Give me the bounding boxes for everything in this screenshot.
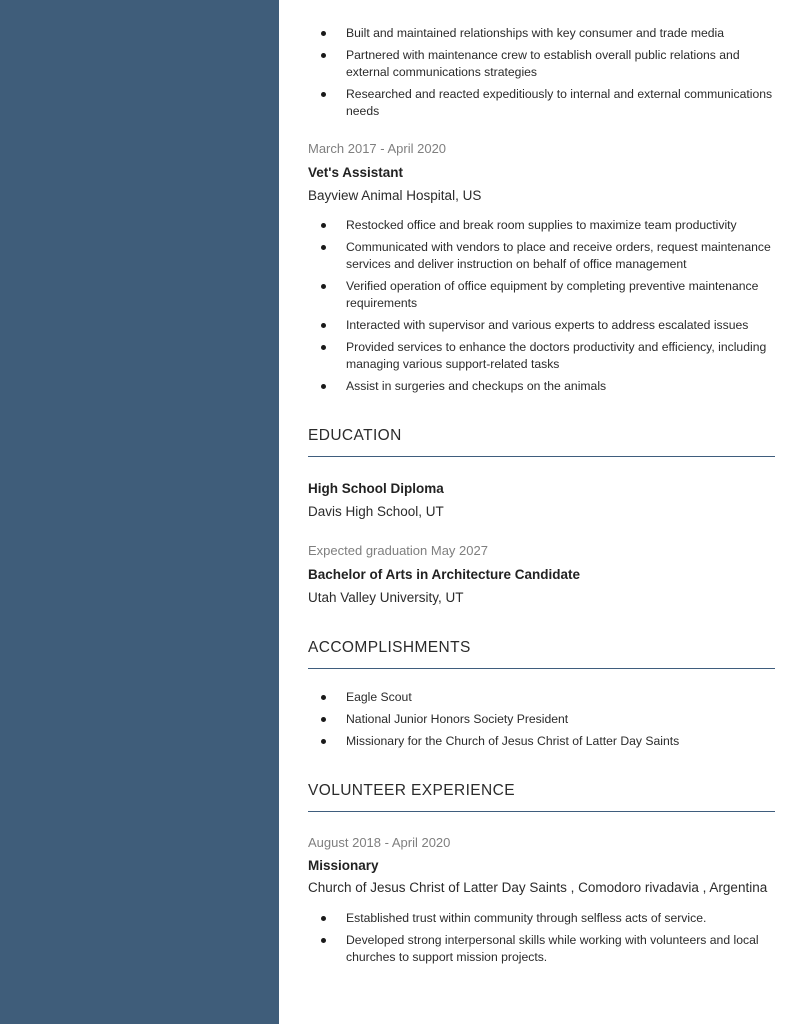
volunteer-title: Missionary xyxy=(308,858,379,873)
sidebar-panel xyxy=(0,0,279,1024)
job-bullets-vet-assistant xyxy=(308,217,775,395)
experience-bullets-top xyxy=(308,25,775,120)
job-dates: March 2017 - April 2020 xyxy=(308,141,447,156)
list-item: Provided services to enhance the doctors productivity and efficiency, including managing various support-related tasks xyxy=(308,339,775,373)
section-divider xyxy=(308,668,775,669)
education-school: Utah Valley University, UT xyxy=(308,590,464,605)
list-item: National Junior Honors Society President xyxy=(308,711,775,728)
list-item: Established trust within community through selfless acts of service. xyxy=(308,910,775,927)
volunteer-bullets xyxy=(308,910,775,966)
list-item: Missionary for the Church of Jesus Christ of Latter Day Saints xyxy=(308,733,775,750)
list-item: Developed strong interpersonal skills while working with volunteers and local churches to support mission projects. xyxy=(308,932,775,966)
volunteer-entry xyxy=(308,834,775,897)
job-organization: Bayview Animal Hospital, US xyxy=(308,188,482,203)
job-title: Vet's Assistant xyxy=(308,165,404,180)
accomplishments-list xyxy=(308,689,775,750)
education-degree: Bachelor of Arts in Architecture Candidate xyxy=(308,567,581,582)
list-item: Partnered with maintenance crew to establish overall public relations and external communications strategies xyxy=(308,47,775,81)
education-date: Expected graduation May 2027 xyxy=(308,543,488,558)
list-item: Researched and reacted expeditiously to internal and external communications needs xyxy=(308,86,775,120)
volunteer-organization: Church of Jesus Christ of Latter Day Saints , Comodoro rivadavia , Argentina xyxy=(308,880,768,895)
volunteer-dates: August 2018 - April 2020 xyxy=(308,835,451,850)
list-item: Verified operation of office equipment by completing preventive maintenance requirements xyxy=(308,278,775,312)
section-divider xyxy=(308,811,775,812)
list-item: Restocked office and break room supplies to maximize team productivity xyxy=(308,217,775,234)
list-item: Eagle Scout xyxy=(308,689,775,706)
education-school: Davis High School, UT xyxy=(308,504,444,519)
list-item: Interacted with supervisor and various experts to address escalated issues xyxy=(308,317,775,334)
list-item: Built and maintained relationships with key consumer and trade media xyxy=(308,25,775,42)
list-item: Assist in surgeries and checkups on the animals xyxy=(308,378,775,395)
job-entry-vet-assistant xyxy=(308,140,775,205)
section-heading-education: EDUCATION xyxy=(308,427,402,444)
list-item: Communicated with vendors to place and receive orders, request maintenance services and deliver instruction on behalf of office management xyxy=(308,239,775,273)
section-heading-accomplishments: ACCOMPLISHMENTS xyxy=(308,639,471,656)
section-divider xyxy=(308,456,775,457)
education-degree: High School Diploma xyxy=(308,481,444,496)
section-heading-volunteer: VOLUNTEER EXPERIENCE xyxy=(308,782,515,799)
